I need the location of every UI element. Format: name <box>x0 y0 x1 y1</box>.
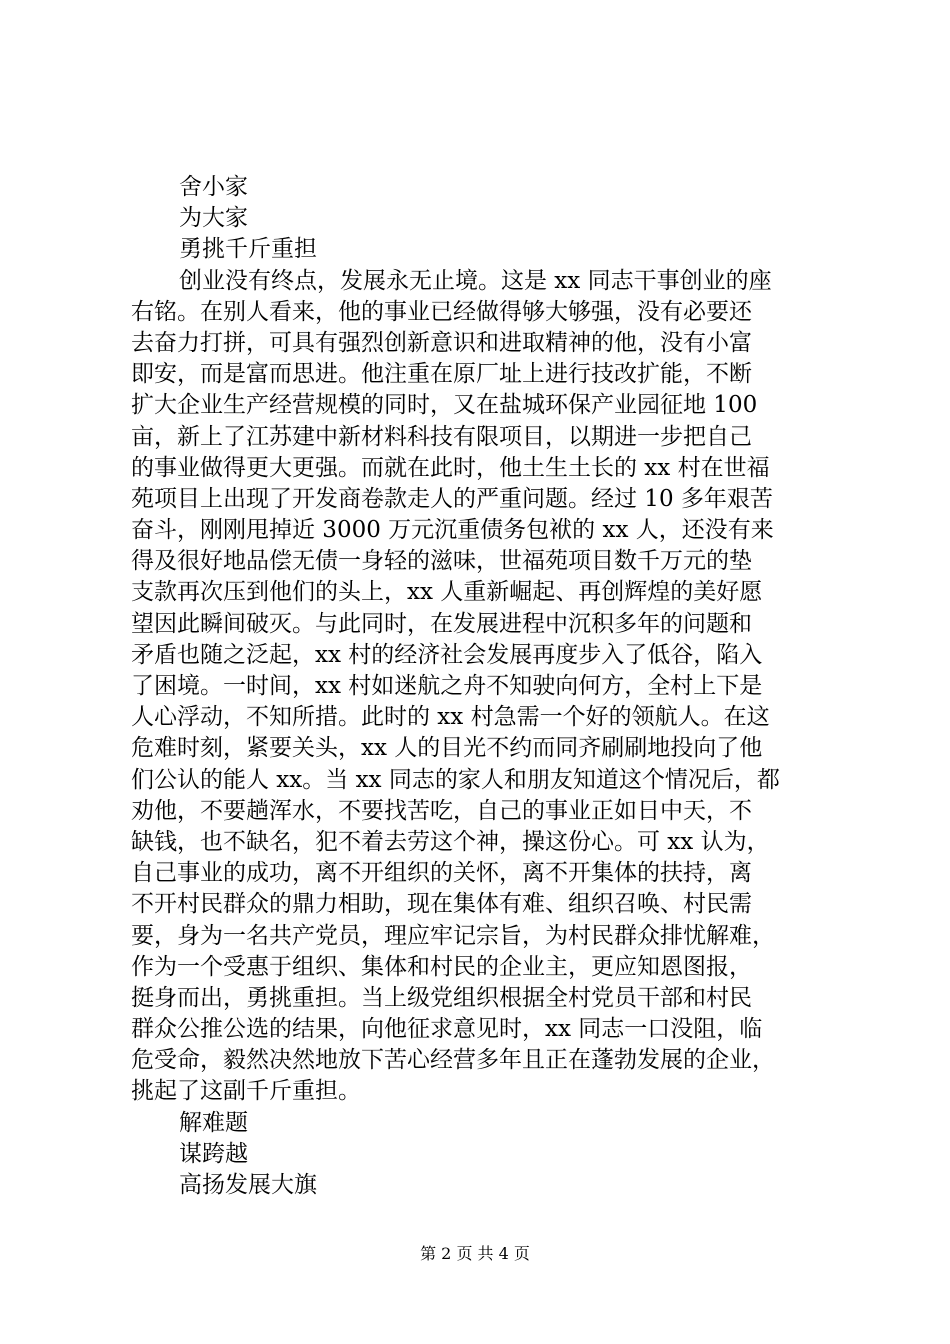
closing-line: 解难题 <box>179 1109 248 1136</box>
paragraph-line: 了困境。一时间，xx 村如迷航之舟不知驶向何方，全村上下是 <box>131 673 763 699</box>
closing-line: 高扬发展大旗 <box>179 1172 317 1198</box>
paragraph-line: 矛盾也随之泛起，xx 村的经济社会发展再度步入了低谷，陷入 <box>131 641 763 668</box>
document-body <box>131 172 843 1201</box>
paragraph-line: 去奋力打拼，可具有强烈创新意识和进取精神的他，没有小富 <box>131 329 752 356</box>
paragraph-line: 支款再次压到他们的头上，xx 人重新崛起、再创辉煌的美好愿 <box>131 579 763 606</box>
paragraph-line: 挑起了这副千斤重担。 <box>131 1078 361 1105</box>
paragraph-line: 不开村民群众的鼎力相助，现在集体有难、组织召唤、村民需 <box>131 891 752 918</box>
closing-line: 谋跨越 <box>179 1140 248 1167</box>
paragraph-line: 自己事业的成功，离不开组织的关怀，离不开集体的扶持，离 <box>131 860 752 887</box>
paragraph-line: 奋斗，刚刚甩掉近 3000 万元沉重债务包袱的 xx 人，还没有来 <box>131 517 774 544</box>
paragraph-line: 挺身而出，勇挑重担。当上级党组织根据全村党员干部和村民 <box>131 984 752 1011</box>
paragraph-line: 苑项目上出现了开发商卷款走人的严重问题。经过 10 多年艰苦 <box>131 485 773 512</box>
paragraph-line: 的事业做得更大更强。而就在此时，他土生土长的 xx 村在世福 <box>131 454 770 481</box>
heading-line: 为大家 <box>179 205 248 232</box>
heading-line: 勇挑千斤重担 <box>179 236 317 263</box>
paragraph-line: 得及很好地品偿无债一身轻的滋味，世福苑项目数千万元的垫 <box>131 548 752 575</box>
paragraph-line: 望因此瞬间破灭。与此同时，在发展进程中沉积多年的问题和 <box>131 610 752 637</box>
paragraph-line: 即安，而是富而思进。他注重在原厂址上进行技改扩能，不断 <box>131 361 752 388</box>
paragraph-line: 群众公推公选的结果，向他征求意见时，xx 同志一口没阻，临 <box>131 1016 763 1043</box>
paragraph-line: 们公认的能人 xx。当 xx 同志的家人和朋友知道这个情况后，都 <box>131 766 780 793</box>
paragraph-line: 危受命，毅然决然地放下苦心经营多年且正在蓬勃发展的企业， <box>131 1047 775 1074</box>
paragraph-line: 创业没有终点，发展永无止境。这是 xx 同志干事创业的座 <box>179 267 772 294</box>
paragraph-line: 劝他，不要趟浑水，不要找苦吃，自己的事业正如日中天，不 <box>131 797 752 824</box>
paragraph-line: 亩，新上了江苏建中新材料科技有限项目，以期进一步把自己 <box>131 423 752 450</box>
paragraph-line: 作为一个受惠于组织、集体和村民的企业主，更应知恩图报， <box>131 953 752 980</box>
paragraph-line: 扩大企业生产经营规模的同时，又在盐城环保产业园征地 100 <box>131 392 758 419</box>
paragraph-line: 右铭。在别人看来，他的事业已经做得够大够强，没有必要还 <box>131 298 752 325</box>
page-number-footer: 第 2 页 共 4 页 <box>420 1244 530 1263</box>
paragraph-line: 要，身为一名共产党员，理应牢记宗旨，为村民群众排忧解难， <box>131 922 775 949</box>
paragraph-line: 人心浮动，不知所措。此时的 xx 村急需一个好的领航人。在这 <box>131 704 770 731</box>
paragraph-line: 危难时刻，紧要关头，xx 人的目光不约而同齐刷刷地投向了他 <box>131 735 763 762</box>
heading-line: 舍小家 <box>179 174 248 200</box>
paragraph-line: 缺钱，也不缺名，犯不着去劳这个神，操这份心。可 xx 认为， <box>131 828 770 855</box>
